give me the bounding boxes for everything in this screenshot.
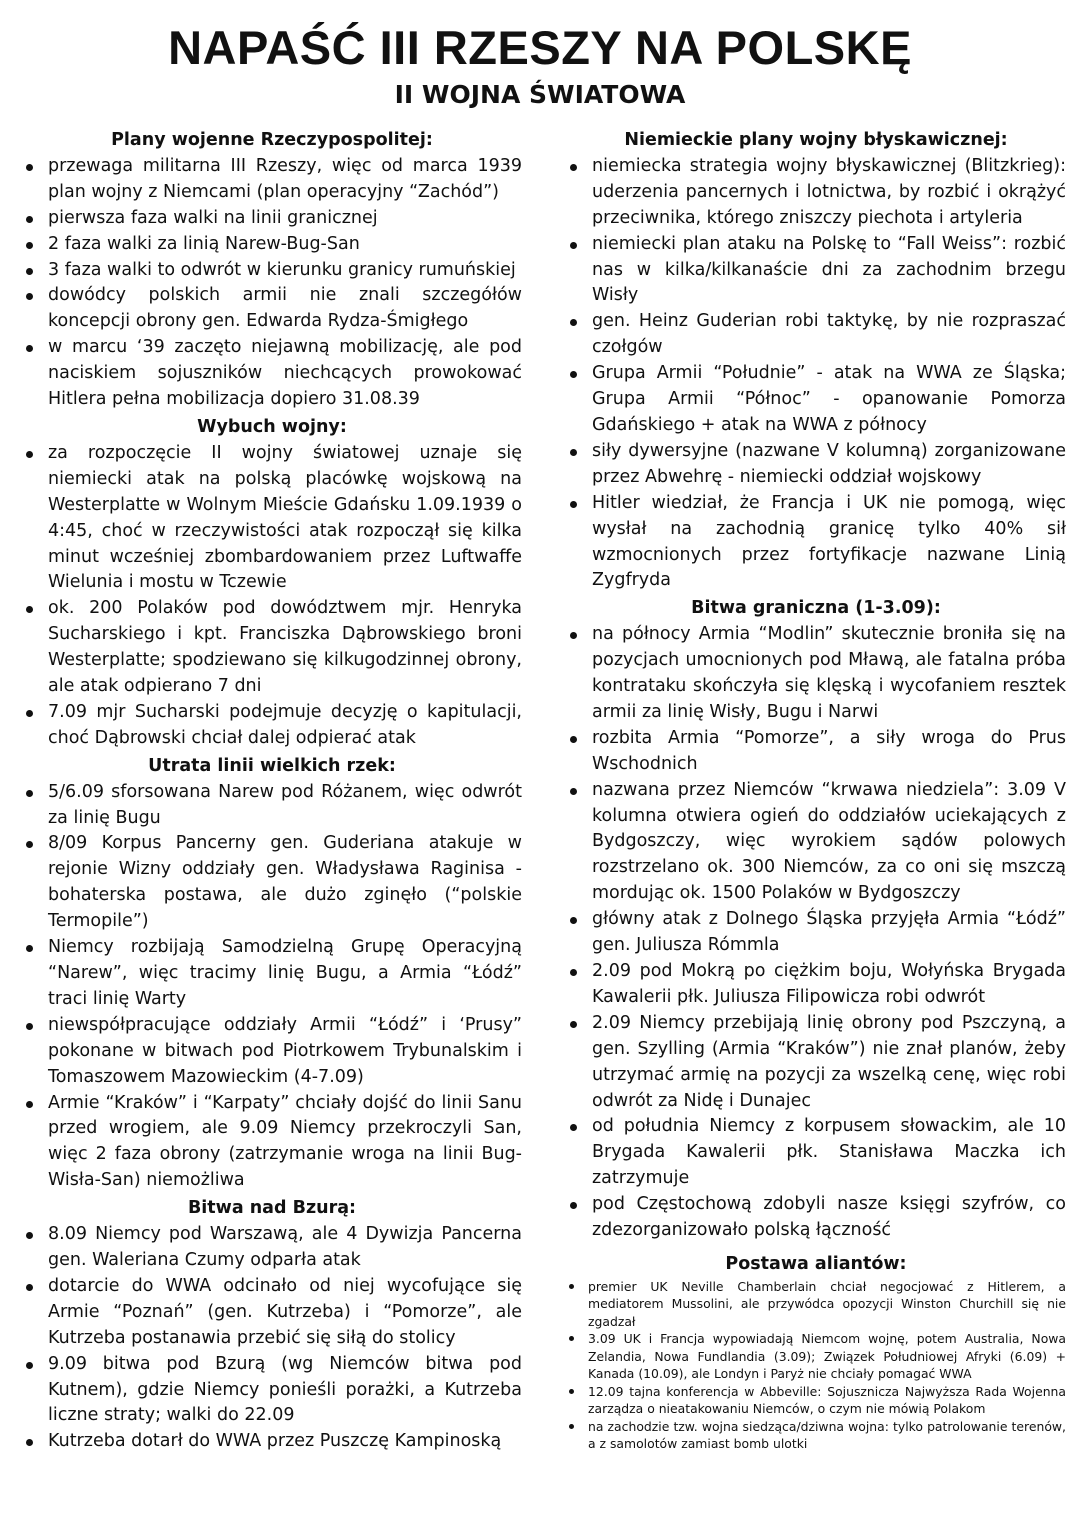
section-heading: Bitwa nad Bzurą:: [187, 1198, 357, 1219]
section-heading: Bitwa graniczna (1-3.09):: [691, 598, 941, 619]
section-heading: Utrata linii wielkich rzek:: [148, 755, 396, 776]
bullet-list: [566, 1278, 1066, 1453]
list-item: Kutrzeba dotarł do WWA przez Puszczę Kampinoską: [22, 1429, 522, 1455]
list-item: nazwana przez Niemców “krwawa niedziela”: 3.09 V kolumna otwiera ogień do oddziałów uciekających z Bydgoszczy, więc wyrokiem sądów polowych rozstrzelano ok. 300 Niemców, za co oni się mszczą mordując ok. 1500 Polaków w Bydgoszczy: [566, 778, 1066, 908]
list-item: 3 faza walki to odwrót w kierunku granicy rumuńskiej: [22, 258, 522, 284]
list-item: 3.09 UK i Francja wypowiadają Niemcom wojnę, potem Australia, Nowa Zelandia, Nowa Fundlandia (3.09); Związek Południowej Afryki (6.09) + Kanada (10.09), ale Londyn i Paryż nie chciały pomagać WWA: [566, 1330, 1066, 1383]
list-item: 2.09 pod Mokrą po ciężkim boju, Wołyńska Brygada Kawalerii płk. Juliusza Filipowicza robi odwrót: [566, 959, 1066, 1011]
list-item: 7.09 mjr Sucharski podejmuje decyzję o kapitulacji, choć Dąbrowski chciał dalej odpierać atak: [22, 700, 522, 752]
list-item: główny atak z Dolnego Śląska przyjęła Armia “Łódź” gen. Juliusza Rómmla: [566, 907, 1066, 959]
list-item: na północy Armia “Modlin” skutecznie broniła się na pozycjach umocnionych pod Mławą, ale fatalna próba kontrataku skończyła się klęską i wycofaniem resztek armii za linię Wisły, Bugu i Narwi: [566, 622, 1066, 726]
list-item: przewaga militarna III Rzeszy, więc od marca 1939 plan wojny z Niemcami (plan operacyjny “Zachód”): [22, 154, 522, 206]
list-item: 5/6.09 sforsowana Narew pod Różanem, więc odwrót za linię Bugu: [22, 780, 522, 832]
section-heading: Wybuch wojny:: [197, 416, 347, 437]
section-heading: Postawa aliantów:: [725, 1253, 907, 1274]
list-item: 12.09 tajna konferencja w Abbeville: Sojusznicza Najwyższa Rada Wojenna zarządza o nieatakowaniu Niemców, o czym nie mówią Polakom: [566, 1383, 1066, 1418]
list-item: 9.09 bitwa pod Bzurą (wg Niemców bitwa pod Kutnem), gdzie Niemcy ponieśli porażki, a Kutrzeba liczne straty; walki do 22.09: [22, 1352, 522, 1430]
list-item: Niemcy rozbijają Samodzielną Grupę Operacyjną “Narew”, więc tracimy linię Bugu, a Armia “Łódź” traci linię Warty: [22, 935, 522, 1013]
list-item: w marcu ‘39 zaczęto niejawną mobilizację, ale pod naciskiem sojuszników niechcących prowokować Hitlera pełna mobilizacja dopiero 31.08.39: [22, 335, 522, 413]
page-title: NAPAŚĆ III RZESZY NA POLSKĘ: [168, 21, 912, 74]
section-bitwa-nad-bzura: [22, 1196, 522, 1455]
bullet-list: [22, 441, 522, 752]
list-item: za rozpoczęcie II wojny światowej uznaje się niemiecki atak na polską placówkę wojskową na Westerplatte w Wolnym Mieście Gdańsku 1.09.1939 o 4:45, choć w rzeczywistości atak rozpoczął się kilka minut wcześniej zbombardowaniem przez Luftwaffe Wielunia i mostu w Tczewie: [22, 441, 522, 596]
section-utrata-linii: [22, 754, 522, 1194]
bullet-list: [22, 154, 522, 413]
list-item: od południa Niemcy z korpusem słowackim, ale 10 Brygada Kawalerii płk. Stanisława Maczka ich zatrzymuje: [566, 1114, 1066, 1192]
right-column: [566, 128, 1066, 1455]
bullet-list: [22, 780, 522, 1195]
list-item: niemiecki plan ataku na Polskę to “Fall Weiss”: rozbić nas w kilka/kilkanaście dni za zachodnim brzegu Wisły: [566, 232, 1066, 310]
list-item: rozbita Armia “Pomorze”, a siły wroga do Prus Wschodnich: [566, 726, 1066, 778]
left-column: [22, 128, 522, 1457]
list-item: Armie “Kraków” i “Karpaty” chciały dojść do linii Sanu przed wrogiem, ale 9.09 Niemcy przekroczyli San, więc 2 faza obrony (zatrzymanie wroga na linii Bug-Wisła-San) niemożliwa: [22, 1091, 522, 1195]
list-item: niemiecka strategia wojny błyskawicznej (Blitzkrieg): uderzenia pancernych i lotnictwa, by rozbić i okrążyć przeciwnika, którego zniszczy piechota i artyleria: [566, 154, 1066, 232]
bullet-list: [566, 622, 1066, 1244]
list-item: 8/09 Korpus Pancerny gen. Guderiana atakuje w rejonie Wizny oddziały gen. Władysława Raginisa - bohaterska postawa, ale dużo zginęło (“polskie Termopile”): [22, 831, 522, 935]
bullet-list: [22, 1222, 522, 1455]
list-item: siły dywersyjne (nazwane V kolumną) zorganizowane przez Abwehrę - niemiecki oddział wojskowy: [566, 439, 1066, 491]
list-item: 8.09 Niemcy pod Warszawą, ale 4 Dywizja Pancerna gen. Waleriana Czumy odparła atak: [22, 1222, 522, 1274]
list-item: pod Częstochową zdobyli nasze księgi szyfrów, co zdezorganizowało polską łączność: [566, 1192, 1066, 1244]
list-item: na zachodzie tzw. wojna siedząca/dziwna wojna: tylko patrolowanie terenów, a z samolotów zamiast bomb ulotki: [566, 1418, 1066, 1453]
section-niemieckie-plany: [566, 128, 1066, 594]
section-plany-wojenne: [22, 128, 522, 413]
section-heading: Plany wojenne Rzeczypospolitej:: [111, 130, 433, 150]
list-item: 2 faza walki za linią Narew-Bug-San: [22, 232, 522, 258]
list-item: 2.09 Niemcy przebijają linię obrony pod Pszczyną, a gen. Szylling (Armia “Kraków”) nie znał planów, żeby utrzymać armię na pozycji za wszelką cenę, więc robi odwrót za Nidę i Dunajec: [566, 1011, 1066, 1115]
section-wybuch-wojny: [22, 415, 522, 752]
bullet-list: [566, 154, 1066, 594]
list-item: niewspółpracujące oddziały Armii “Łódź” i ‘Prusy” pokonane w bitwach pod Piotrkowem Trybunalskim i Tomaszowem Mazowieckim (4-7.09): [22, 1013, 522, 1091]
section-bitwa-graniczna: [566, 596, 1066, 1244]
list-item: pierwsza faza walki na linii granicznej: [22, 206, 522, 232]
section-postawa-aliantow: [566, 1252, 1066, 1453]
list-item: gen. Heinz Guderian robi taktykę, by nie rozpraszać czołgów: [566, 309, 1066, 361]
list-item: dowódcy polskich armii nie znali szczegółów koncepcji obrony gen. Edwarda Rydza-Śmigłego: [22, 283, 522, 335]
list-item: dotarcie do WWA odcinało od niej wycofujące się Armie “Poznań” (gen. Kutrzeba) i “Pomorze”, ale Kutrzeba postanawia przebić się siłą do stolicy: [22, 1274, 522, 1352]
list-item: ok. 200 Polaków pod dowództwem mjr. Henryka Sucharskiego i kpt. Franciszka Dąbrowskiego broni Westerplatte; spodziewano się kilkugodzinnej obrony, ale atak odpierano 7 dni: [22, 596, 522, 700]
page-subtitle: II WOJNA ŚWIATOWA: [394, 80, 686, 109]
list-item: premier UK Neville Chamberlain chciał negocjować z Hitlerem, a mediatorem Mussolini, ale przywódca opozycji Winston Churchill się nie zgadzał: [566, 1278, 1066, 1331]
section-heading: Niemieckie plany wojny błyskawicznej:: [624, 130, 1008, 150]
list-item: Hitler wiedział, że Francja i UK nie pomogą, więc wysłał na zachodnią granicę tylko 40% sił wzmocnionych przez fortyfikacje nazwane Linią Zygfryda: [566, 491, 1066, 595]
list-item: Grupa Armii “Południe” - atak na WWA ze Śląska; Grupa Armii “Północ” - opanowanie Pomorza Gdańskiego + atak na WWA z północy: [566, 361, 1066, 439]
